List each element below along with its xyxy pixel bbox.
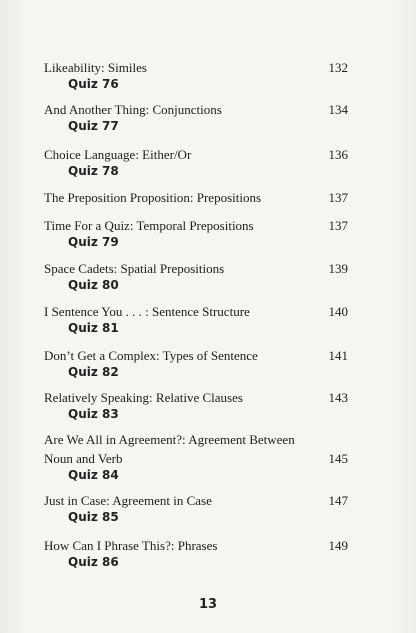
- entry-page-number: 145: [328, 451, 348, 466]
- toc-entry: [44, 58, 348, 92]
- toc-entry: [44, 388, 348, 422]
- entry-title: Just in Case: Agreement in Case: [44, 493, 212, 508]
- entry-page-number: 141: [328, 348, 348, 363]
- entry-title: Don’t Get a Complex: Types of Sentence: [44, 348, 258, 363]
- entry-page-number: 140: [328, 304, 348, 319]
- entry-quiz-label: Quiz 83: [68, 407, 119, 421]
- entry-title: Space Cadets: Spatial Prepositions: [44, 261, 225, 276]
- entry-quiz-label: Quiz 77: [68, 119, 119, 133]
- entry-quiz-label: Quiz 82: [68, 365, 119, 379]
- entry-page-number: 137: [328, 218, 348, 233]
- entry-quiz-label: Quiz 84: [68, 468, 119, 482]
- entry-page-number: 143: [328, 390, 348, 405]
- toc-entry: [44, 216, 348, 250]
- toc-entry: [44, 536, 348, 570]
- entry-quiz-label: Quiz 85: [68, 510, 119, 524]
- entry-title: Are We All in Agreement?: Agreement Between Noun and Verb: [44, 432, 295, 466]
- toc-entry: [44, 100, 348, 134]
- entry-quiz-label: Quiz 78: [68, 164, 119, 178]
- entry-quiz-label: Quiz 86: [68, 555, 119, 569]
- toc-entry: [44, 188, 348, 207]
- entry-page-number: 132: [328, 60, 348, 75]
- toc-entry: [44, 491, 348, 525]
- toc-entry: [44, 145, 348, 179]
- entry-quiz-label: Quiz 80: [68, 278, 119, 292]
- entry-quiz-label: Quiz 76: [68, 77, 119, 91]
- entry-page-number: 147: [328, 493, 348, 508]
- entry-title: Likeability: Similes: [44, 60, 147, 75]
- toc-entry: [44, 430, 348, 483]
- entry-page-number: 134: [328, 102, 348, 117]
- entry-page-number: 149: [328, 538, 348, 553]
- page-number: 13: [198, 597, 218, 612]
- toc-entry: [44, 302, 348, 336]
- entry-title: The Preposition Proposition: Prepositions: [44, 190, 262, 205]
- entry-title: Time For a Quiz: Temporal Prepositions: [44, 218, 254, 233]
- entry-title: I Sentence You . . . : Sentence Structure: [44, 304, 250, 319]
- entry-quiz-label: Quiz 81: [68, 321, 119, 335]
- toc-entry: [44, 346, 348, 380]
- entry-page-number: 139: [328, 261, 348, 276]
- entry-title: Choice Language: Either/Or: [44, 147, 192, 162]
- entry-quiz-label: Quiz 79: [68, 235, 119, 249]
- entry-page-number: 136: [328, 147, 348, 162]
- entry-page-number: 137: [328, 190, 348, 205]
- entry-title: And Another Thing: Conjunctions: [44, 102, 222, 117]
- entry-title: How Can I Phrase This?: Phrases: [44, 538, 218, 553]
- toc-entry: [44, 259, 348, 293]
- entry-title: Relatively Speaking: Relative Clauses: [44, 390, 243, 405]
